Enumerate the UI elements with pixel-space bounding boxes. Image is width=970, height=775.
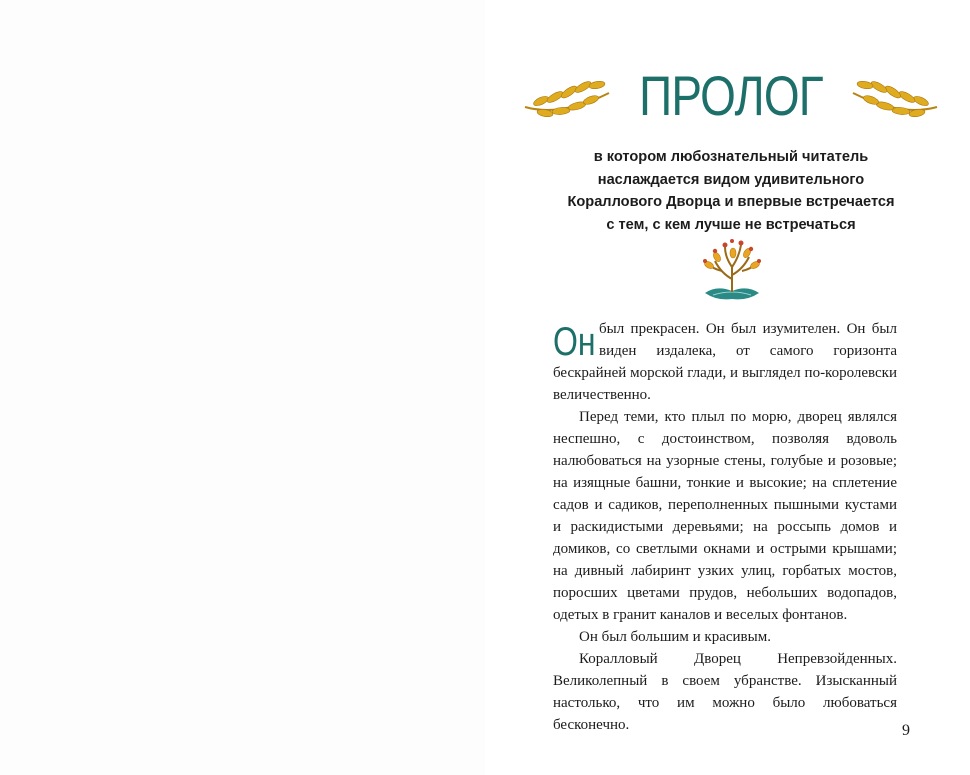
paragraph: Перед теми, кто плыл по морю, дворец являлся неспешно, с достоинством, позволяя вдоволь налюбоваться на узорные стены, голубые и розовые; на изящные башни, тонкие и высокие; на сплетение садов и садиков, переполненных пышными кустами и раскидистыми деревьями; на россыпь домов и домиков, со светлыми окнами и острыми крышами; на дивный лабиринт узких улиц, горбатых мостов, поросших цветами прудов, небольших водопадов, одетых в гранит каналов и веселых фонтанов. bbox=[553, 409, 897, 623]
paragraph bbox=[553, 318, 897, 406]
page-number: 9 bbox=[902, 722, 910, 739]
subtitle-line: наслаждается видом удивительного bbox=[597, 171, 865, 188]
paragraph-text: был прекрасен. Он был изумителен. Он был виден издалека, от самого горизонта бескрайней морской глади, и выглядел по-королевски величественно. bbox=[553, 321, 897, 403]
subtitle-line: с тем, с кем лучше не встречаться bbox=[606, 216, 856, 233]
chapter-heading bbox=[550, 64, 912, 128]
body-text bbox=[553, 318, 897, 736]
paragraph: Коралловый Дворец Непревзойденных. Великолепный в своем убранстве. Изысканный настолько, что им можно было любоваться бесконечно. bbox=[553, 651, 897, 733]
subtitle-line: в котором любознательный читатель bbox=[593, 149, 869, 165]
laurel-right-icon bbox=[849, 71, 941, 121]
chapter-title: ПРОЛОГ bbox=[639, 64, 823, 127]
dropcap: Он bbox=[553, 320, 596, 364]
coral-tree-icon bbox=[695, 235, 769, 305]
chapter-subtitle bbox=[553, 146, 909, 236]
subtitle-line: Кораллового Дворца и впервые встречается bbox=[567, 194, 895, 210]
paragraph: Он был большим и красивым. bbox=[579, 629, 771, 645]
laurel-left-icon bbox=[521, 71, 613, 121]
